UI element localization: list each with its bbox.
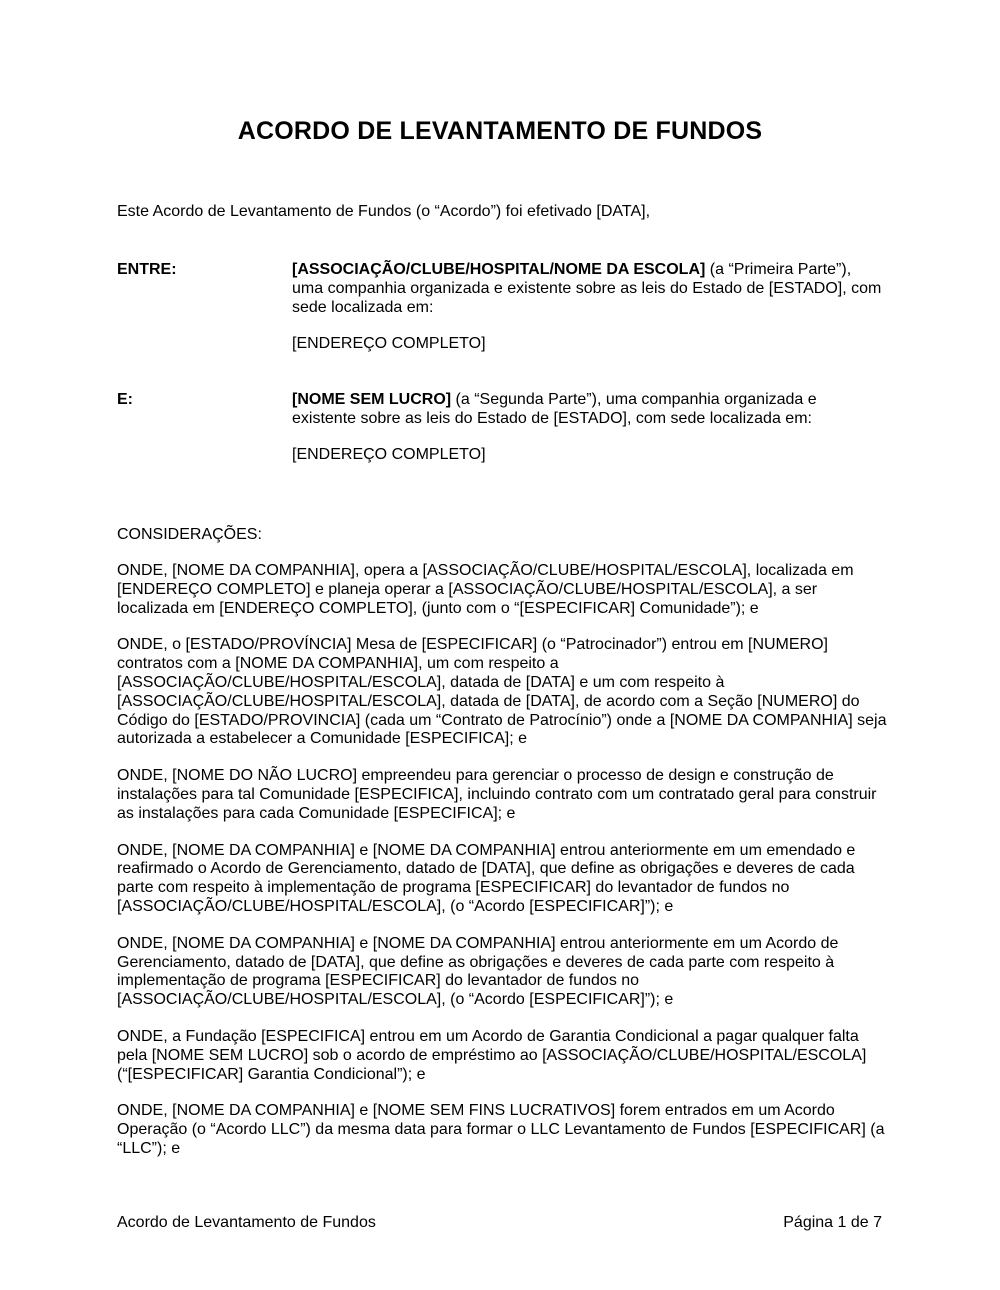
whereas-clause: ONDE, a Fundação [ESPECIFICA] entrou em um Acordo de Garantia Condicional a pagar qualquer falta pela [NOME SEM LUCRO] sob o acordo de empréstimo ao [ASSOCIAÇÃO/CLUBE/HOSPITAL/ESCOLA] (“[ESPECIFICAR] Garantia Condicional”); e	[117, 1027, 867, 1083]
footer-document-name: Acordo de Levantamento de Fundos	[117, 1214, 376, 1231]
whereas-clause: ONDE, [NOME DA COMPANHIA] e [NOME DA COMPANHIA] entrou anteriormente em um Acordo de Gerenciamento, datado de [DATA], que define as obrigações e deveres de cada parte com respeito à implementação de programa [ESPECIFICAR] do levantador de fundos no [ASSOCIAÇÃO/CLUBE/HOSPITAL/ESCOLA], (o “Acordo [ESPECIFICAR]”); e	[117, 934, 839, 1009]
party-description: (a “Primeira Parte”), uma companhia organizada e existente sobre as leis do Estado de [ESTADO], com sede localizada em:	[292, 261, 882, 316]
considerations-heading: CONSIDERAÇÕES:	[117, 526, 262, 543]
whereas-clause: ONDE, o [ESTADO/PROVÍNCIA] Mesa de [ESPECIFICAR] (o “Patrocinador”) entrou em [NUMERO] contratos com a [NOME DA COMPANHIA], um com respeito a [ASSOCIAÇÃO/CLUBE/HOSPITAL/ESCOLA], datada de [DATA] e um com respeito à [ASSOCIAÇÃO/CLUBE/HOSPITAL/ESCOLA], datada de [DATA], de acordo com a Seção [NUMERO] do Código do [ESTADO/PROVINCIA] (cada um “Contrato de Patrocínio”) onde a [NOME DA COMPANHIA] seja autorizada a estabelecer a Comunidade [ESPECIFICA]; e	[117, 636, 887, 748]
footer-page-number: Página 1 de 7	[783, 1214, 882, 1231]
whereas-clause: ONDE, [NOME DA COMPANHIA], opera a [ASSOCIAÇÃO/CLUBE/HOSPITAL/ESCOLA], localizada em [ENDEREÇO COMPLETO] e planeja operar a [ASSOCIAÇÃO/CLUBE/HOSPITAL/ESCOLA], a ser localizada em [ENDEREÇO COMPLETO], (junto com o “[ESPECIFICAR] Comunidade”); e	[117, 562, 854, 617]
party-content	[292, 390, 882, 464]
party-address: [ENDEREÇO COMPLETO]	[292, 446, 486, 463]
party-label: E:	[117, 391, 133, 408]
party-description-paragraph	[292, 260, 882, 317]
intro-paragraph: Este Acordo de Levantamento de Fundos (o “Acordo”) foi efetivado [DATA],	[117, 203, 651, 220]
whereas-clause: ONDE, [NOME DO NÃO LUCRO] empreendeu para gerenciar o processo de design e construção de instalações para tal Comunidade [ESPECIFICA], incluindo contrato com um contratado geral para construir as instalações para cada Comunidade [ESPECIFICA]; e	[117, 767, 877, 822]
party-label: ENTRE:	[117, 261, 177, 278]
party-name: [ASSOCIAÇÃO/CLUBE/HOSPITAL/NOME DA ESCOLA]	[292, 261, 706, 278]
party-description-paragraph	[292, 390, 882, 428]
party-content	[292, 260, 882, 353]
party-address: [ENDEREÇO COMPLETO]	[292, 335, 486, 352]
whereas-clause: ONDE, [NOME DA COMPANHIA] e [NOME SEM FINS LUCRATIVOS] forem entrados em um Acordo Operação (o “Acordo LLC”) da mesma data para formar o LLC Levantamento de Fundos [ESPECIFICAR] (a “LLC”); e	[117, 1102, 885, 1157]
party-name: [NOME SEM LUCRO]	[292, 391, 452, 408]
document-title: ACORDO DE LEVANTAMENTO DE FUNDOS	[237, 117, 763, 145]
party-description: (a “Segunda Parte”), uma companhia organizada e existente sobre as leis do Estado de [ESTADO], com sede localizada em:	[292, 391, 817, 427]
whereas-clause: ONDE, [NOME DA COMPANHIA] e [NOME DA COMPANHIA] entrou anteriormente em um emendado e reafirmado o Acordo de Gerenciamento, datado de [DATA], que define as obrigações e deveres de cada parte com respeito à implementação de programa [ESPECIFICAR] do levantador de fundos no [ASSOCIAÇÃO/CLUBE/HOSPITAL/ESCOLA], (o “Acordo [ESPECIFICAR]”); e	[117, 841, 856, 915]
whereas-clauses	[117, 562, 887, 1177]
